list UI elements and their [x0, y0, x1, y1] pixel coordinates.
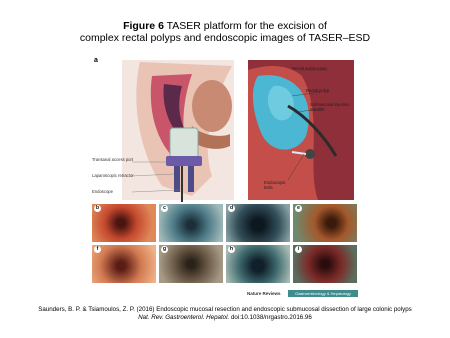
- endoscopic-image-e: [293, 204, 357, 242]
- citation-doi: doi:10.1038/nrgastro.2016.96: [230, 314, 312, 321]
- panel-a-illustration: [92, 56, 358, 204]
- panel-a-label: a: [94, 57, 98, 64]
- journal-badge: Gastroenterology & Hepatology: [288, 290, 358, 297]
- figure-number: Figure 6: [123, 20, 164, 32]
- citation-line-2: [0, 314, 450, 322]
- endoscopic-image-g: [159, 245, 223, 283]
- endoscopic-image-f: [92, 245, 156, 283]
- citation-journal: Nat. Rev. Gastroenterol. Hepatol.: [138, 314, 230, 321]
- annotation-submucosal-injection: Submucosal injection solution: [310, 102, 350, 112]
- endoscopic-image-grid: [92, 204, 358, 286]
- image-label: f: [94, 246, 101, 253]
- title-line-1: [0, 20, 450, 32]
- title-line-1-text: TASER platform for the excision of: [166, 20, 327, 32]
- image-label: h: [229, 246, 234, 252]
- image-label: c: [161, 205, 168, 212]
- anatomy-illustration: [92, 56, 358, 204]
- endoscopic-image-h: [226, 245, 290, 283]
- annotation-endoscopic-knife: Endoscopic knife: [264, 180, 286, 190]
- title-line-2: complex rectal polyps and endoscopic images of TASER–ESD: [79, 32, 371, 44]
- figure-image: [92, 56, 358, 301]
- citation-line-1: Saunders, B. P. & Tsiamoulos, Z. P. (2016) Endoscopic mucosal resection and endoscopic submucosal dissection of large colonic polyps: [38, 306, 412, 313]
- image-label: e: [295, 205, 302, 212]
- endoscopic-image-c: [159, 204, 223, 242]
- endoscopic-image-b: [92, 204, 156, 242]
- annotation-transanal-port: Transanal access port: [92, 157, 134, 162]
- image-label: i: [295, 246, 302, 253]
- endoscopic-image-d: [226, 204, 290, 242]
- annotation-rectal-submucosa: Rectal submucosa: [292, 66, 327, 71]
- annotation-endoscope: Endoscope: [92, 189, 113, 194]
- annotation-rectal-polyp: Rectal polyp: [306, 88, 330, 93]
- image-label: g: [162, 246, 167, 252]
- annotation-laparoscopic-retractor: Laparoscopic retractor: [92, 173, 134, 178]
- publisher-label: Nature Reviews: [247, 291, 281, 296]
- citation: [0, 306, 450, 322]
- figure-title: [0, 20, 450, 44]
- image-label: b: [95, 205, 100, 211]
- endoscopic-image-i: [293, 245, 357, 283]
- image-label: d: [229, 205, 234, 211]
